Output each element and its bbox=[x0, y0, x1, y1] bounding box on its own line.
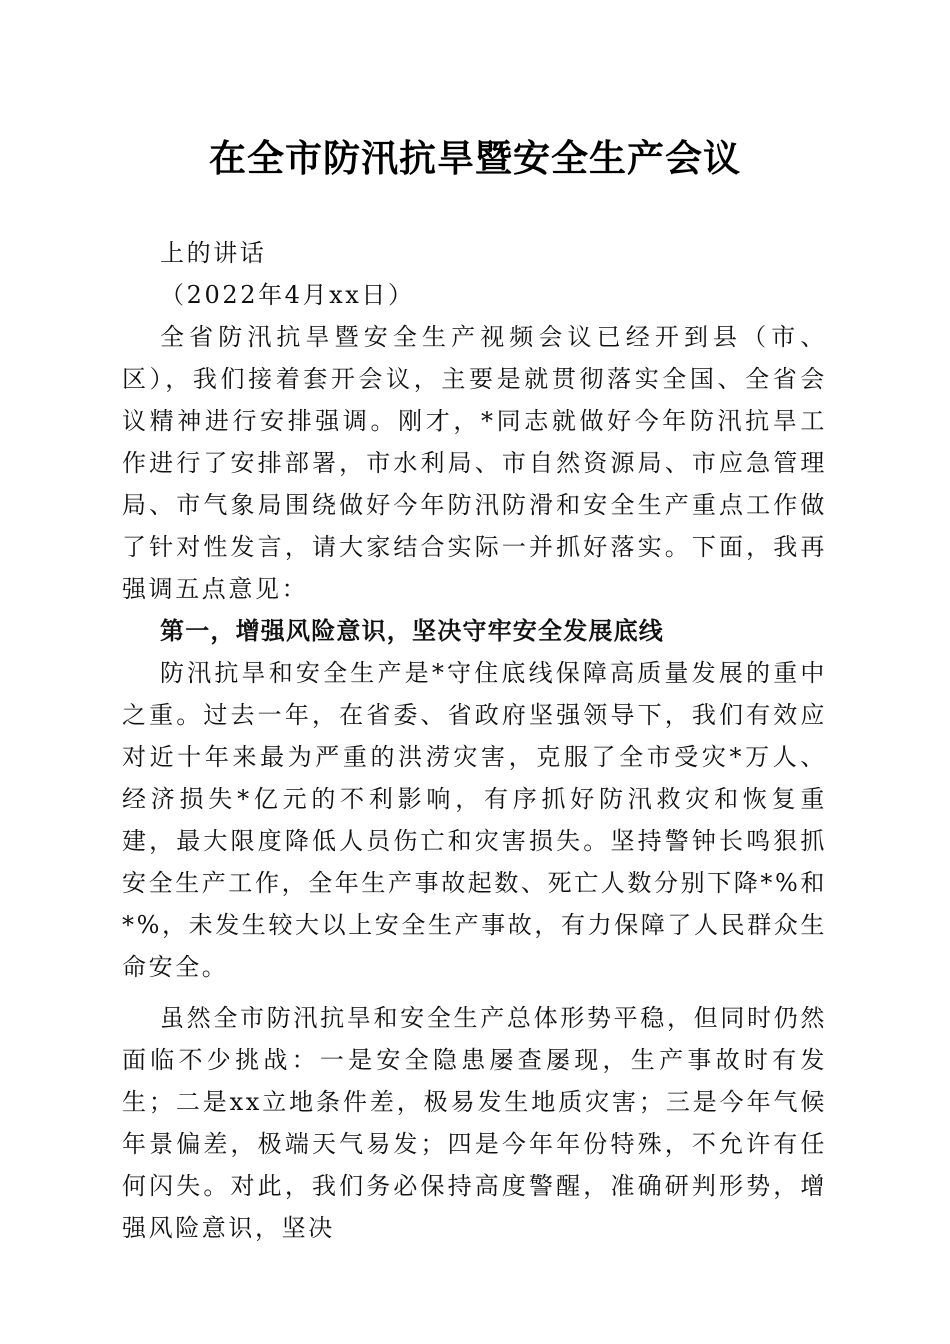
body-paragraph-1: 防汛抗旱和安全生产是*守住底线保障高质量发展的重中之重。过去一年，在省委、省政府坚强领导下，我们有效应对近十年来最为严重的洪涝灾害，克服了全市受灾*万人、经济损失*亿元的不利影响，有序抓好防汛救灾和恢复重建，最大限度降低人员伤亡和灾害损失。坚持警钟长鸣狠抓安全生产工作，全年生产事故起数、死亡人数分别下降*%和*%，未发生较大以上安全生产事故，有力保障了人民群众生命安全。 bbox=[122, 659, 828, 981]
section-heading-1: 第一，增强风险意识，坚决守牢安全发展底线 bbox=[160, 617, 664, 645]
body-paragraph-2: 虽然全市防汛抗旱和安全生产总体形势平稳，但同时仍然面临不少挑战：一是安全隐患屡查屡现，生产事故时有发生；二是xx立地条件差，极易发生地质灾害；三是今年气候年景偏差，极端天气易发；四是今年年份特殊，不允许有任何闪失。对此，我们务必保持高度警醒，准确研判形势，增强风险意识，坚决 bbox=[122, 1004, 827, 1242]
speech-date: （2022年4月xx日） bbox=[160, 281, 415, 309]
document-title: 在全市防汛抗旱暨安全生产会议 bbox=[209, 137, 741, 180]
document-body bbox=[122, 232, 827, 1249]
speech-subtitle: 上的讲话 bbox=[160, 239, 267, 267]
intro-paragraph: 全省防汛抗旱暨安全生产视频会议已经开到县（市、区），我们接着套开会议，主要是就贯彻落实全国、全省会议精神进行安排强调。刚才，*同志就做好今年防汛抗旱工作进行了安排部署，市水利局、市自然资源局、市应急管理局、市气象局围绕做好今年防汛防滑和安全生产重点工作做了针对性发言，请大家结合实际一并抓好落实。下面，我再强调五点意见： bbox=[122, 323, 827, 603]
